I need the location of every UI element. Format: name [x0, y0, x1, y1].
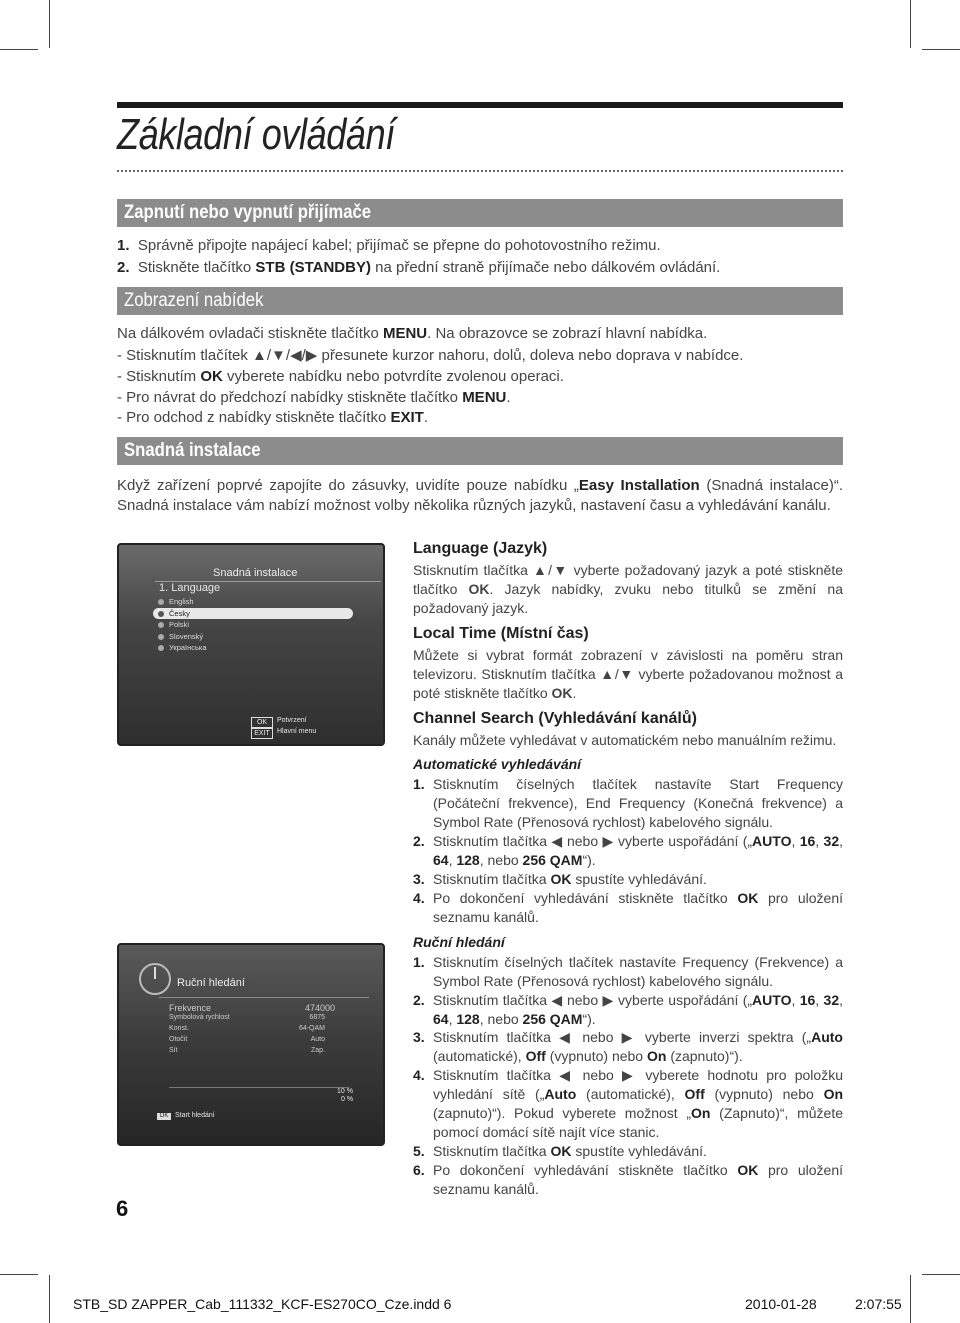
list-item-number: 6.	[413, 1162, 425, 1178]
page-number: 6	[116, 1196, 129, 1221]
menus-line-5: - Pro odchod z nabídky stiskněte tlačítko EXIT.	[117, 409, 428, 426]
list-item-text: Stisknutím číselných tlačítek nastavíte Frequency (Frekvence) a Symbol Rate (Přenosová rychlost) kabelového signálu.	[433, 954, 843, 989]
power-step-2: 2. Stiskněte tlačítko STB (STANDBY) na přední straně přijímače nebo dálkovém ovládání.	[117, 259, 721, 276]
start-search-label: Start hledání	[175, 1112, 215, 1119]
setting-label: Symbolová rychlost	[169, 1014, 230, 1021]
radio-icon	[158, 622, 164, 628]
screen1-step: 1. Language	[159, 582, 221, 594]
screen1-header: Snadná instalace	[213, 567, 298, 579]
language-item[interactable]: Polski	[169, 620, 190, 629]
screen2-header: Ruční hledání	[177, 977, 245, 989]
menus-line-1: Na dálkovém ovladači stiskněte tlačítko MENU. Na obrazovce se zobrazí hlavní nabídka.	[117, 325, 708, 342]
list-item-text: Stisknutím tlačítka OK spustíte vyhledávání.	[433, 1143, 707, 1159]
list-item	[413, 1028, 843, 1066]
language-text: Stisknutím tlačítka ▲/▼ vyberte požadovaný jazyk a poté stiskněte tlačítko OK. Jazyk nabídky, zvuku nebo titulků se změní na požadovaný jazyk.	[413, 562, 843, 616]
footer-time: 2:07:55	[855, 1296, 902, 1312]
list-item	[413, 1142, 843, 1161]
crop-mark	[922, 1274, 960, 1275]
list-item	[413, 953, 843, 991]
list-item-number: 1.	[413, 776, 425, 792]
setting-label: Sít	[169, 1047, 178, 1054]
list-item	[413, 1066, 843, 1142]
menus-line-4: - Pro návrat do předchozí nabídky stiskněte tlačítko MENU.	[117, 389, 511, 406]
install-intro: Když zařízení poprvé zapojíte do zásuvky, uvidíte pouze nabídku „Easy Installation (Snadná instalace)“. Snadná instalace vám nabízí možnost volby několika různých jazyků, nastavení času a vyhledávání kanálu.	[117, 477, 843, 514]
crop-mark	[922, 49, 960, 50]
list-item-number: 5.	[413, 1143, 425, 1159]
list-item-number: 2.	[413, 992, 425, 1008]
footer-date: 2010-01-28	[745, 1296, 817, 1312]
list-item-text: Stisknutím číselných tlačítek nastavíte Start Frequency (Počáteční frekvence), End Frequency (Konečná frekvence) a Symbol Rate (Přenosová rychlost) kabelového signálu.	[433, 776, 843, 830]
menus-line-3: - Stisknutím OK vyberete nabídku nebo potvrdíte zvolenou operaci.	[117, 368, 564, 385]
setting-value[interactable]: 474000	[304, 1003, 335, 1013]
page-title: Základní ovládání	[117, 110, 395, 159]
list-item-number: 2.	[413, 833, 425, 849]
crop-mark	[49, 1275, 50, 1323]
setting-value[interactable]: 6875	[309, 1014, 325, 1021]
crop-mark	[49, 0, 50, 48]
setting-label: Frekvence	[169, 1003, 212, 1013]
signal-quality: 0 %	[341, 1096, 354, 1103]
radio-icon	[158, 611, 164, 617]
section-header-menus: Zobrazení nabídek	[117, 287, 843, 315]
list-item-number: 3.	[413, 871, 425, 887]
local-time-text: Můžete si vybrat formát zobrazení v závislosti na poměru stran televizoru. Stisknutím tlačítka ▲/▼ vyberte požadovanou možnost a poté stiskněte tlačítko OK.	[413, 647, 843, 701]
list-item-text: Stisknutím tlačítka ◀ nebo ▶ vyberte uspořádání („AUTO, 16, 32, 64, 128, nebo 256 QAM“).	[433, 992, 844, 1027]
setting-label: Konst.	[169, 1025, 189, 1032]
list-item-number: 4.	[413, 890, 425, 906]
section-header-install: Snadná instalace	[117, 437, 843, 465]
list-item	[413, 832, 843, 870]
local-time-heading: Local Time (Místní čas)	[413, 625, 589, 642]
setting-label: Otočit	[169, 1036, 188, 1043]
list-item-number: 3.	[413, 1029, 425, 1045]
signal-level: 10 %	[337, 1088, 353, 1095]
screenshot-manual-search	[117, 943, 385, 1146]
language-item[interactable]: Українська	[169, 643, 207, 652]
list-item-text: Po dokončení vyhledávání stiskněte tlačítko OK pro uložení seznamu kanálů.	[433, 890, 843, 925]
gauge-icon	[137, 961, 173, 997]
setting-value[interactable]: Auto	[310, 1036, 325, 1043]
screenshot-easy-installation	[117, 543, 385, 746]
list-item	[413, 1161, 843, 1199]
crop-mark	[910, 0, 911, 48]
list-item-text: Stisknutím tlačítka ◀ nebo ▶ vyberte uspořádání („AUTO, 16, 32, 64, 128, nebo 256 QAM“).	[433, 833, 844, 868]
list-item-text: Stisknutím tlačítka ◀ nebo ▶ vyberete hodnotu pro položku vyhledání sítě („Auto (automatické), Off (vypnuto) nebo On (zapnuto)“). Pokud vyberete možnost „On (Zapnuto)“, můžete pomocí domácí sítě najít více stanic.	[433, 1067, 844, 1140]
ok-key: OK	[157, 1113, 171, 1120]
exit-key: EXIT	[251, 728, 273, 739]
setting-value[interactable]: 64-QAM	[298, 1025, 325, 1032]
list-item	[413, 991, 843, 1029]
ok-label: Potvrzení	[277, 717, 307, 724]
exit-label: Hlavní menu	[277, 728, 317, 735]
channel-search-heading: Channel Search (Vyhledávání kanálů)	[413, 710, 697, 727]
footer-filename: STB_SD ZAPPER_Cab_111332_KCF-ES270CO_Cze.indd 6	[73, 1296, 452, 1312]
dotted-divider	[117, 170, 843, 172]
radio-icon	[158, 599, 164, 605]
radio-icon	[158, 645, 164, 651]
channel-search-text: Kanály můžete vyhledávat v automatickém nebo manuálním režimu.	[413, 732, 837, 748]
language-item[interactable]: Slovenský	[169, 631, 204, 641]
crop-mark	[910, 1275, 911, 1323]
list-item-text: Stisknutím tlačítka OK spustíte vyhledávání.	[433, 871, 707, 887]
section-header-power: Zapnutí nebo vypnutí přijímače	[117, 199, 843, 227]
menus-line-2: - Stisknutím tlačítek ▲/▼/◀/▶ přesunete kurzor nahoru, dolů, doleva nebo doprava v nabídce.	[117, 347, 744, 364]
crop-mark	[0, 1274, 38, 1275]
language-item[interactable]: Česky	[169, 608, 190, 618]
crop-mark	[0, 49, 38, 50]
list-item	[413, 775, 843, 832]
manual-search-heading: Ruční hledání	[413, 934, 505, 950]
list-item-text: Po dokončení vyhledávání stiskněte tlačítko OK pro uložení seznamu kanálů.	[433, 1162, 843, 1197]
setting-value[interactable]: Zap.	[310, 1047, 325, 1054]
ok-key: OK	[251, 717, 273, 728]
list-item-text: Stisknutím tlačítka ◀ nebo ▶ vyberte inverzi spektra („Auto (automatické), Off (vypnuto) nebo On (zapnuto)“).	[433, 1029, 843, 1064]
language-heading: Language (Jazyk)	[413, 540, 548, 557]
power-step-1: 1. Správně připojte napájecí kabel; přijímač se přepne do pohotovostního režimu.	[117, 237, 661, 254]
language-item[interactable]: English	[169, 597, 194, 606]
auto-search-heading: Automatické vyhledávání	[413, 756, 582, 772]
radio-icon	[158, 634, 164, 640]
title-rule	[117, 102, 843, 108]
list-item	[413, 889, 843, 927]
list-item-number: 1.	[413, 954, 425, 970]
list-item	[413, 870, 843, 889]
list-item-number: 4.	[413, 1067, 425, 1083]
